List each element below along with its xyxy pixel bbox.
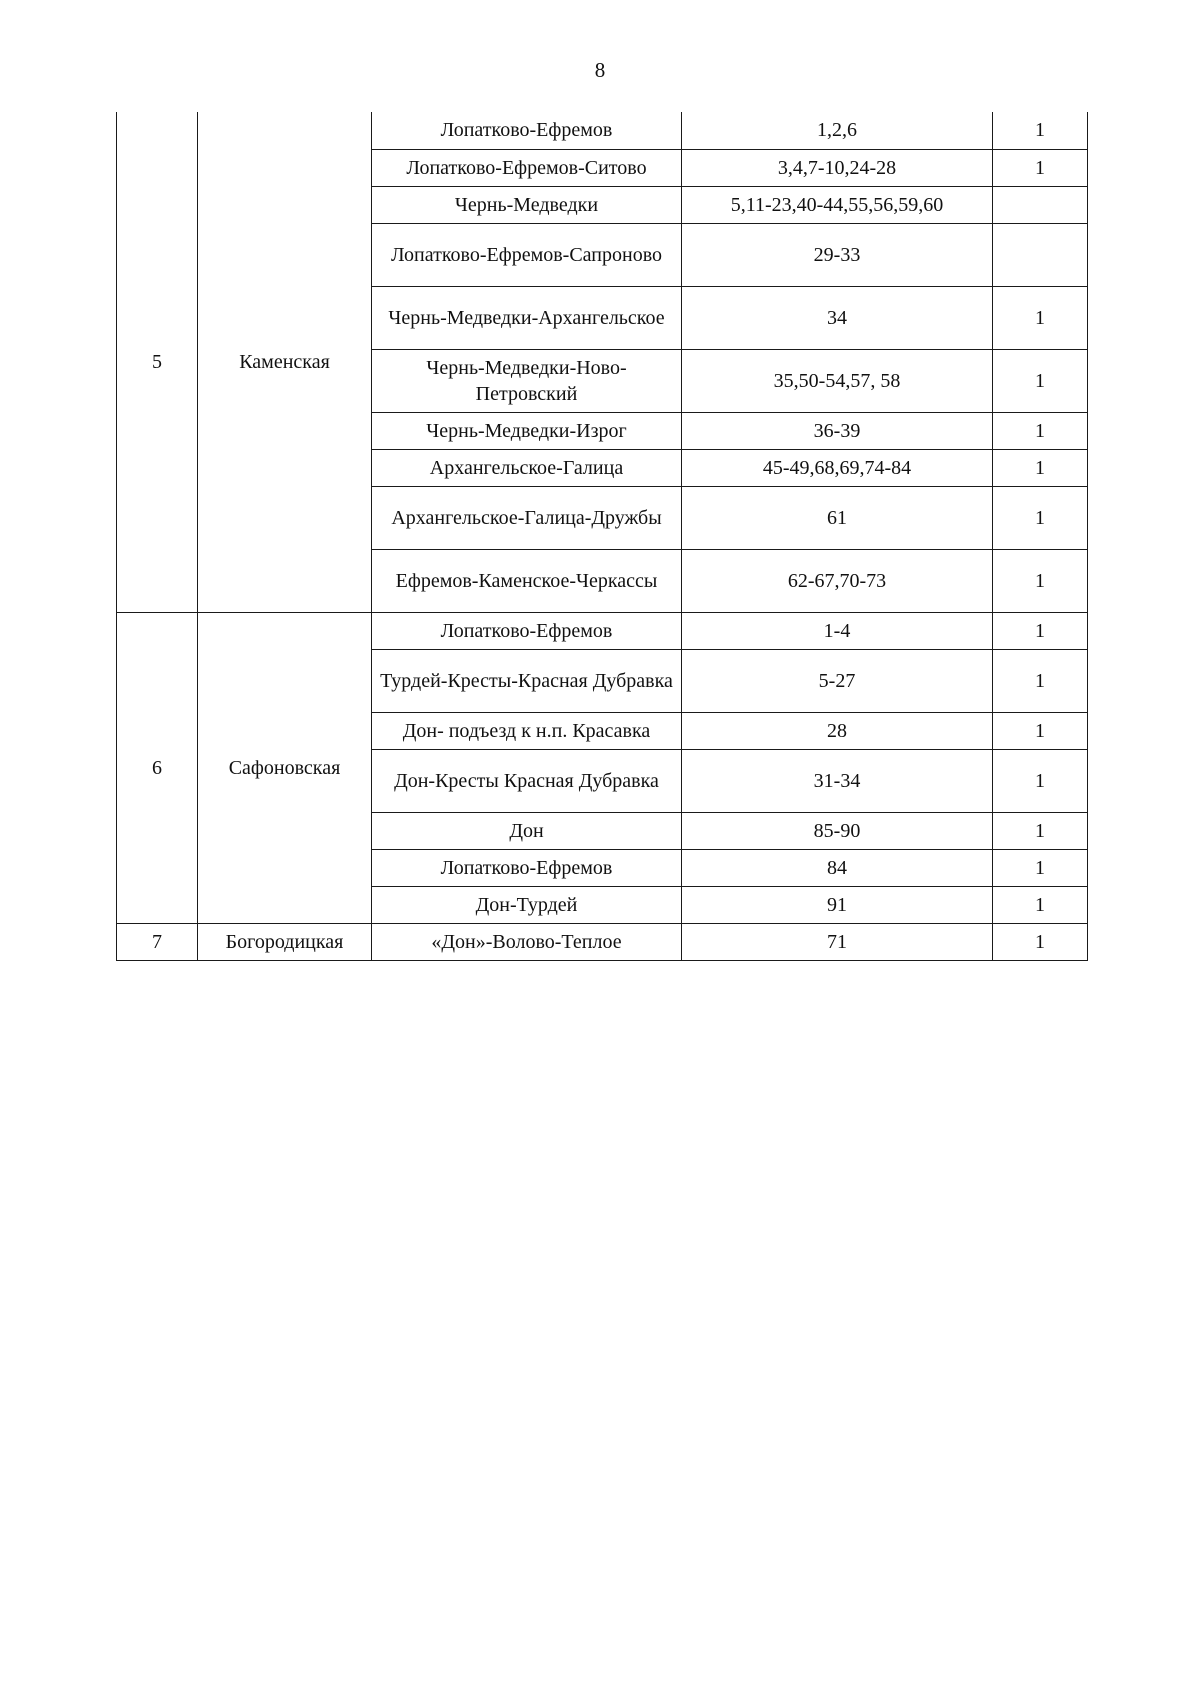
group-name-cell: Богородицкая — [198, 923, 372, 960]
count-cell: 1 — [993, 849, 1088, 886]
count-cell: 1 — [993, 612, 1088, 649]
road-name-cell: Лопатково-Ефремов — [372, 612, 682, 649]
road-name-cell: Дон-Кресты Красная Дубравка — [372, 749, 682, 812]
road-name-cell: «Дон»-Волово-Теплое — [372, 923, 682, 960]
sections-cell: 91 — [682, 886, 993, 923]
sections-cell: 61 — [682, 486, 993, 549]
count-cell: 1 — [993, 649, 1088, 712]
count-cell: 1 — [993, 412, 1088, 449]
sections-cell: 34 — [682, 286, 993, 349]
road-name-cell: Архангельское-Галица-Дружбы — [372, 486, 682, 549]
count-cell: 1 — [993, 349, 1088, 412]
road-name-cell: Дон — [372, 812, 682, 849]
road-sections-table — [116, 112, 1088, 961]
sections-cell: 1-4 — [682, 612, 993, 649]
sections-cell: 45-49,68,69,74-84 — [682, 449, 993, 486]
table-row — [117, 923, 1088, 960]
count-cell: 1 — [993, 549, 1088, 612]
road-name-cell: Турдей-Кресты-Красная Дубравка — [372, 649, 682, 712]
sections-cell: 29-33 — [682, 223, 993, 286]
count-cell: 1 — [993, 149, 1088, 186]
road-name-cell: Ефремов-Каменское-Черкассы — [372, 549, 682, 612]
sections-cell: 71 — [682, 923, 993, 960]
sections-cell: 31-34 — [682, 749, 993, 812]
road-name-cell: Чернь-Медведки-Изрог — [372, 412, 682, 449]
sections-cell: 84 — [682, 849, 993, 886]
count-cell: 1 — [993, 812, 1088, 849]
group-number-cell: 7 — [117, 923, 198, 960]
road-name-cell: Лопатково-Ефремов-Сапроново — [372, 223, 682, 286]
sections-cell: 5,11-23,40-44,55,56,59,60 — [682, 186, 993, 223]
road-name-cell: Чернь-Медведки-Ново-Петровский — [372, 349, 682, 412]
page-number: 8 — [594, 58, 606, 82]
count-cell: 1 — [993, 886, 1088, 923]
table-body — [117, 112, 1088, 960]
group-name-cell: Сафоновская — [198, 612, 372, 923]
road-name-cell: Чернь-Медведки — [372, 186, 682, 223]
sections-cell: 1,2,6 — [682, 112, 993, 149]
road-name-cell: Дон- подъезд к н.п. Красавка — [372, 712, 682, 749]
count-cell: 1 — [993, 923, 1088, 960]
sections-cell: 62-67,70-73 — [682, 549, 993, 612]
road-name-cell: Чернь-Медведки-Архангельское — [372, 286, 682, 349]
group-number-cell: 6 — [117, 612, 198, 923]
sections-cell: 85-90 — [682, 812, 993, 849]
table-row — [117, 612, 1088, 649]
count-cell: 1 — [993, 486, 1088, 549]
sections-cell: 35,50-54,57, 58 — [682, 349, 993, 412]
count-cell — [993, 223, 1088, 286]
road-name-cell: Архангельское-Галица — [372, 449, 682, 486]
group-number-cell: 5 — [117, 112, 198, 612]
count-cell: 1 — [993, 286, 1088, 349]
count-cell — [993, 186, 1088, 223]
sections-cell: 5-27 — [682, 649, 993, 712]
sections-cell: 28 — [682, 712, 993, 749]
count-cell: 1 — [993, 749, 1088, 812]
road-name-cell: Лопатково-Ефремов — [372, 849, 682, 886]
sections-cell: 36-39 — [682, 412, 993, 449]
group-name-cell: Каменская — [198, 112, 372, 612]
count-cell: 1 — [993, 449, 1088, 486]
road-name-cell: Лопатково-Ефремов-Ситово — [372, 149, 682, 186]
road-name-cell: Лопатково-Ефремов — [372, 112, 682, 149]
table-row — [117, 112, 1088, 149]
sections-cell: 3,4,7-10,24-28 — [682, 149, 993, 186]
count-cell: 1 — [993, 112, 1088, 149]
count-cell: 1 — [993, 712, 1088, 749]
road-name-cell: Дон-Турдей — [372, 886, 682, 923]
